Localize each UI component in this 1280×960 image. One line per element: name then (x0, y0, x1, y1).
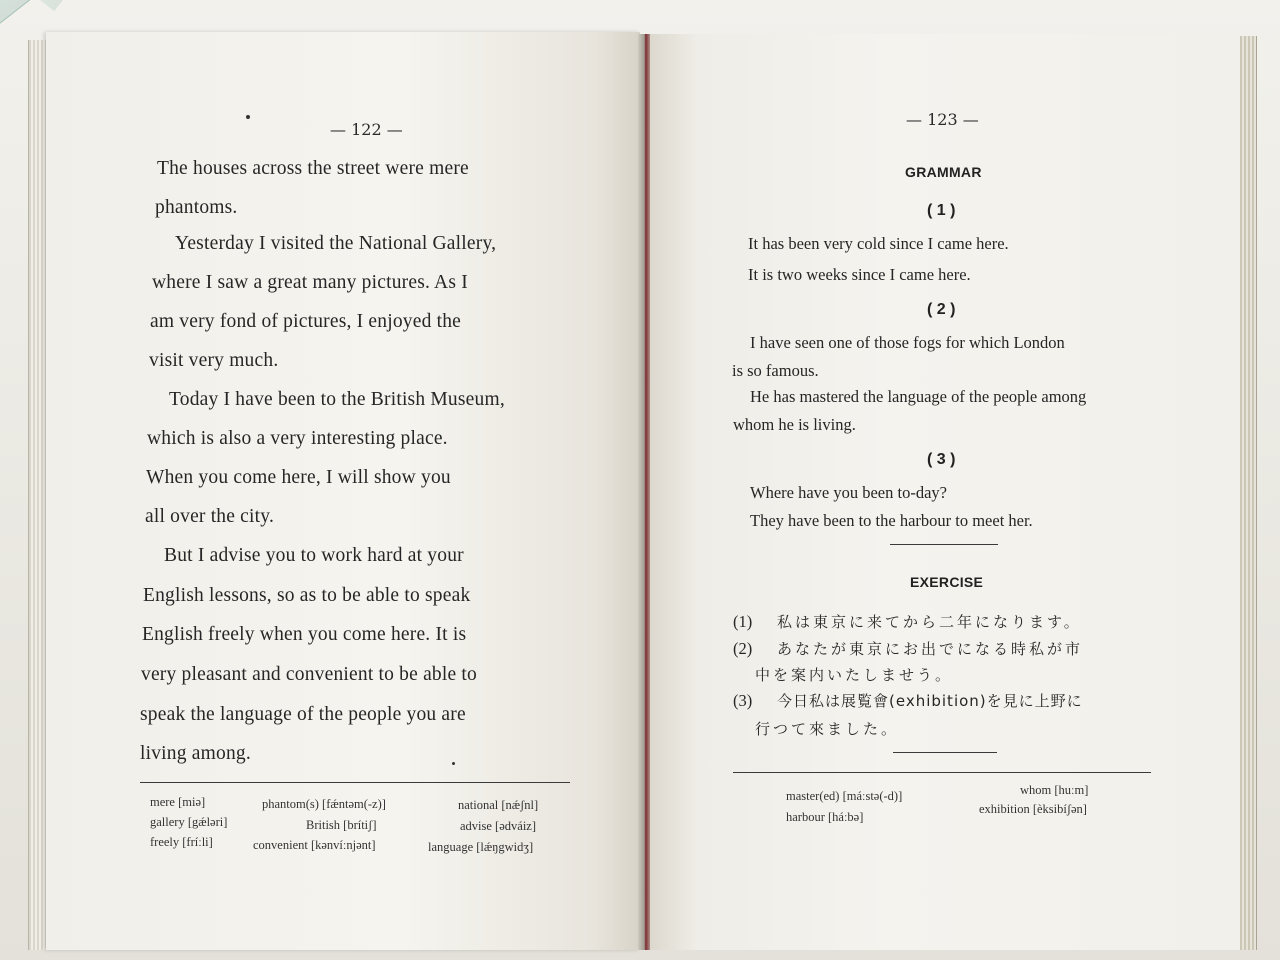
body-line: Today I have been to the British Museum, (169, 389, 505, 410)
exercise-line: 私は東京に来てから二年になります。 (777, 613, 1082, 631)
right-page-number: — 123 — (906, 110, 979, 129)
left-footnote-rule (140, 782, 570, 783)
body-line: living among. (140, 743, 251, 764)
exercise-line: 今日私は展覧會(exhibition)を見に上野に (777, 692, 1083, 710)
glossary-entry: advise [ədváiz] (460, 819, 537, 833)
body-line: But I advise you to work hard at your (164, 545, 464, 566)
glossary-entry: harbour [háːbə] (786, 810, 864, 824)
glossary-entry: language [lǽŋgwidʒ] (428, 840, 534, 854)
grammar-line: is so famous. (732, 361, 819, 380)
grammar-line: I have seen one of those fogs for which London (750, 333, 1065, 352)
exercise-number: (1) (733, 612, 753, 631)
body-line: where I saw a great many pictures. As I (152, 272, 468, 293)
body-line: phantoms. (155, 197, 238, 218)
glossary-entry: exhibition [èksibíʃən] (979, 802, 1087, 816)
grammar-section-number: ( 2 ) (927, 301, 956, 318)
glossary-entry: master(ed) [máːstə(-d)] (786, 789, 903, 803)
glossary-entry: convenient [kənvíːnjənt] (253, 838, 376, 852)
glossary-entry: freely [fríːli] (150, 835, 213, 849)
grammar-line: They have been to the harbour to meet her. (750, 511, 1033, 530)
grammar-section-number: ( 3 ) (927, 451, 956, 468)
exercise-number: (3) (733, 691, 753, 710)
glossary-entry: national [nǽʃnl] (458, 798, 539, 812)
glossary-entry: mere [miə] (150, 795, 206, 809)
right-page-stack-edge (1240, 36, 1257, 950)
body-line: The houses across the street were mere (157, 158, 469, 179)
glossary-entry: British [brítiʃ] (306, 818, 377, 832)
body-line: Yesterday I visited the National Gallery, (175, 233, 497, 254)
body-line: all over the city. (145, 506, 275, 527)
body-line: visit very much. (149, 350, 279, 371)
section-divider (893, 752, 997, 753)
grammar-line: whom he is living. (733, 415, 856, 434)
grammar-line: He has mastered the language of the people among (750, 387, 1087, 406)
exercise-line: あなたが東京にお出でになる時私が市 (777, 640, 1084, 658)
print-speck (246, 115, 250, 119)
right-footnote-rule (733, 772, 1151, 773)
body-line: When you come here, I will show you (146, 467, 451, 488)
exercise-heading: EXERCISE (910, 574, 984, 590)
body-line: which is also a very interesting place. (147, 428, 448, 449)
body-line: am very fond of pictures, I enjoyed the (150, 311, 462, 332)
left-page-number: — 122 — (330, 120, 403, 139)
grammar-section-number: ( 1 ) (927, 202, 956, 219)
grammar-line: It is two weeks since I came here. (748, 265, 971, 284)
body-line: very pleasant and convenient to be able to (141, 664, 477, 685)
glossary-entry: phantom(s) [fǽntəm(-z)] (262, 797, 386, 811)
grammar-line: It has been very cold since I came here. (748, 234, 1009, 253)
glossary-entry: gallery [gǽləri] (150, 815, 228, 829)
section-divider (890, 544, 998, 545)
exercise-line: 行つて來ました。 (755, 720, 900, 738)
body-line: English lessons, so as to be able to speak (143, 585, 471, 606)
body-line: English freely when you come here. It is (142, 624, 467, 645)
body-line: speak the language of the people you are (140, 704, 466, 725)
exercise-number: (2) (733, 639, 753, 658)
grammar-line: Where have you been to-day? (750, 483, 947, 502)
glossary-entry: whom [huːm] (1020, 783, 1089, 797)
grammar-heading: GRAMMAR (905, 164, 982, 180)
print-speck (452, 762, 455, 765)
exercise-line: 中を案内いたしませう。 (755, 666, 954, 684)
